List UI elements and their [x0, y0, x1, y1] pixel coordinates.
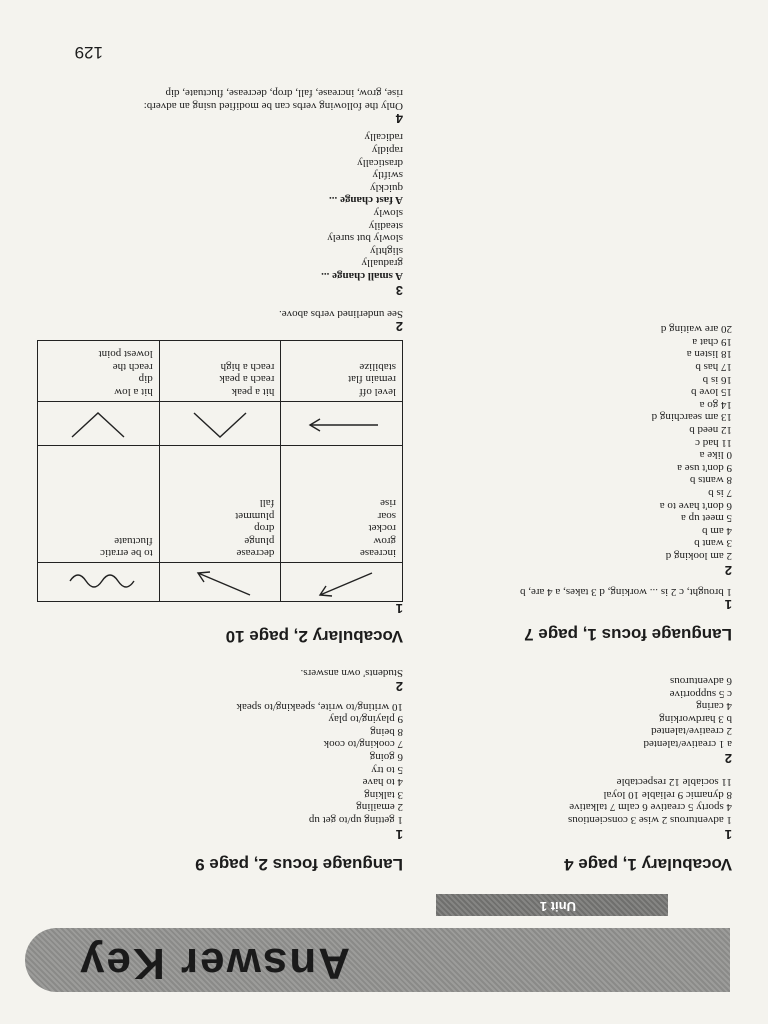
low-shape-icon [48, 406, 148, 446]
answer-line: 17 has b [695, 361, 732, 374]
table-word: fluctuate [114, 535, 153, 547]
table-word: soar [377, 510, 396, 522]
table-word: rise [380, 497, 396, 510]
table-word: stabilize [359, 361, 396, 373]
fast-change-heading: A fast change ... [329, 194, 403, 207]
level-arrow-icon [292, 406, 392, 446]
answer-line: 6 adventurous [669, 675, 732, 688]
fluctuate-words-cell [38, 446, 160, 563]
wavy-line-icon [48, 567, 148, 601]
table-word: dip [138, 373, 153, 386]
lang2-ex1-answers [237, 700, 404, 826]
answer-line: 2 am looking d [665, 550, 732, 562]
answer-line: 16 is b [702, 373, 732, 386]
answer-line: rapidly [371, 144, 403, 157]
vocab2-ex3-number: 3 [395, 283, 403, 298]
answer-line: radically [364, 131, 403, 144]
answer-line: 3 want b [694, 537, 732, 550]
answer-key-header-band [25, 928, 730, 992]
table-row [38, 563, 403, 602]
answer-line: 6 don't have to a [659, 499, 732, 512]
answer-line: gradually [361, 257, 403, 270]
answer-line: swiftly [372, 169, 403, 182]
table-word: level off [359, 386, 396, 398]
table-word: decrease [236, 547, 275, 560]
page-number: 129 [74, 43, 103, 62]
vocab1-ex1-number: 1 [724, 827, 732, 842]
table-word: hit a low [114, 386, 153, 398]
peak-shape-icon [170, 406, 270, 446]
vocab1-ex1-answers [568, 776, 732, 826]
answer-line: 4 caring [696, 700, 732, 713]
answer-line: 12 need b [689, 424, 732, 437]
table-word: rocket [368, 522, 396, 535]
answer-line: 1 adventurous 2 wise 3 conscientious [567, 814, 732, 826]
answer-line: 4 sporty 5 creative 6 calm 7 talkative [569, 801, 732, 814]
answer-line: 1 brought, c 2 is ... working, d 3 takes, a 4 are, b [519, 586, 732, 598]
unit-label: Unit 1 [539, 899, 576, 914]
page-header-title: Answer Key [78, 939, 350, 988]
table-word: reach a high [220, 361, 275, 373]
table-word: grow [373, 535, 396, 547]
unit-label-bar [436, 894, 668, 916]
answer-line: 0 like a [699, 449, 732, 462]
fluctuating-line-cell [38, 563, 160, 602]
answer-line: 18 listen a [686, 348, 732, 361]
falling-arrow-cell [159, 563, 281, 602]
vocab2-trend-table [37, 340, 403, 602]
table-word: drop [254, 522, 275, 535]
lang1-ex2-answers [652, 323, 732, 562]
peak-shape-cell [159, 402, 281, 447]
vocab2-ex4-answers [144, 87, 403, 112]
answer-line: drastically [357, 156, 403, 169]
table-word: fall [259, 497, 275, 510]
vocab2-ex4-number: 4 [395, 111, 403, 126]
table-word: to be erratic [100, 547, 153, 560]
table-word: plummet [235, 510, 275, 522]
low-shape-cell [38, 402, 160, 447]
answer-line: slowly [373, 207, 403, 220]
lang1-ex1-answers [520, 585, 732, 598]
answer-line: 4 am b [702, 524, 732, 537]
peak-phrases-cell [159, 341, 281, 402]
answer-line: 11 had c [695, 436, 732, 449]
answer-line: steadily [368, 219, 403, 232]
answer-line: 14 go a [699, 398, 732, 411]
answer-line: 6 going [369, 751, 403, 764]
answer-line: slightly [369, 244, 403, 257]
table-word: lowest point [98, 348, 153, 361]
answer-line: 8 being [370, 725, 403, 738]
vocab2-ex2-answers [279, 307, 403, 320]
answer-line: Students' own answers. [300, 667, 403, 679]
answer-line: 19 chat a [692, 335, 732, 348]
table-word: reach the [112, 361, 153, 373]
vocab1-ex2-answers [643, 674, 732, 750]
answer-line: 3 talking [364, 788, 403, 801]
answer-line: 8 dynamic 9 reliable 10 loyal [603, 788, 732, 801]
answer-line: c 5 supportive [669, 687, 732, 700]
table-word: reach a peak [219, 373, 275, 386]
rising-arrow-icon [292, 567, 392, 601]
table-row [38, 446, 403, 563]
vocab1-title: Vocabulary 1, page 4 [564, 855, 732, 874]
answer-line: 7 is b [708, 487, 732, 500]
vocab2-ex1-number: 1 [395, 601, 403, 616]
answer-line: 4 to have [362, 776, 403, 789]
answer-line: 2 creative/talented [651, 725, 732, 738]
level-phrases-cell [281, 341, 403, 402]
answer-line: 2 emailing [356, 801, 403, 814]
vocab2-trend-table-wrap [37, 340, 403, 602]
answer-line: See underlined verbs above. [278, 308, 403, 320]
answer-line: slowly but surely [327, 232, 403, 245]
table-word: increase [359, 547, 396, 560]
answer-line: quickly [370, 181, 403, 194]
vocab1-ex2-number: 2 [724, 751, 732, 766]
answer-line: 8 wants b [689, 474, 732, 487]
answer-line: 9 don't use a [677, 461, 732, 474]
vocab2-ex3-answers [321, 131, 403, 282]
answer-line: 11 sociable 12 respectable [616, 776, 732, 789]
low-phrases-cell [38, 341, 160, 402]
answer-line: 5 to try [371, 763, 403, 776]
answer-line: 1 getting up/to get up [308, 814, 403, 826]
lang1-ex2-number: 2 [724, 563, 732, 578]
small-change-heading: A small change ... [321, 270, 403, 282]
table-row [38, 402, 403, 447]
vocab2-ex2-number: 2 [395, 319, 403, 334]
answer-line: Only the following verbs can be modified using an adverb: [143, 100, 403, 112]
lang2-ex2-number: 2 [395, 679, 403, 694]
answer-line: 9 playing/to play [328, 713, 403, 726]
answer-line: 10 writing/to write, speaking/to speak [236, 700, 403, 713]
rise-words-cell [281, 446, 403, 563]
answer-line: 13 am searching d [651, 411, 732, 424]
falling-arrow-icon [170, 567, 270, 601]
table-word: remain flat [348, 373, 396, 386]
lang2-ex1-number: 1 [395, 827, 403, 842]
lang1-ex1-number: 1 [724, 597, 732, 612]
lang1-title: Language focus 1, page 7 [524, 625, 732, 644]
answer-line: 15 love b [691, 386, 732, 399]
table-word: hit a peak [231, 386, 275, 398]
lang2-title: Language focus 2, page 9 [195, 855, 403, 874]
answer-line: 20 are waiting d [660, 323, 732, 336]
lang2-ex2-answers [300, 666, 403, 679]
table-word: plunge [244, 535, 275, 547]
level-arrow-cell [281, 402, 403, 447]
fall-words-cell [159, 446, 281, 563]
answer-line: 5 meet up a [680, 512, 732, 525]
answer-line: a 1 creative/talented [643, 738, 732, 750]
answer-line: 7 cooking/to cook [323, 738, 403, 751]
answer-line: b 3 hardworking [659, 712, 732, 725]
table-row [38, 341, 403, 402]
vocab2-title: Vocabulary 2, page 10 [225, 627, 403, 646]
rising-arrow-cell [281, 563, 403, 602]
answer-line: rise, grow, increase, fall, drop, decrease, fluctuate, dip [165, 87, 403, 100]
